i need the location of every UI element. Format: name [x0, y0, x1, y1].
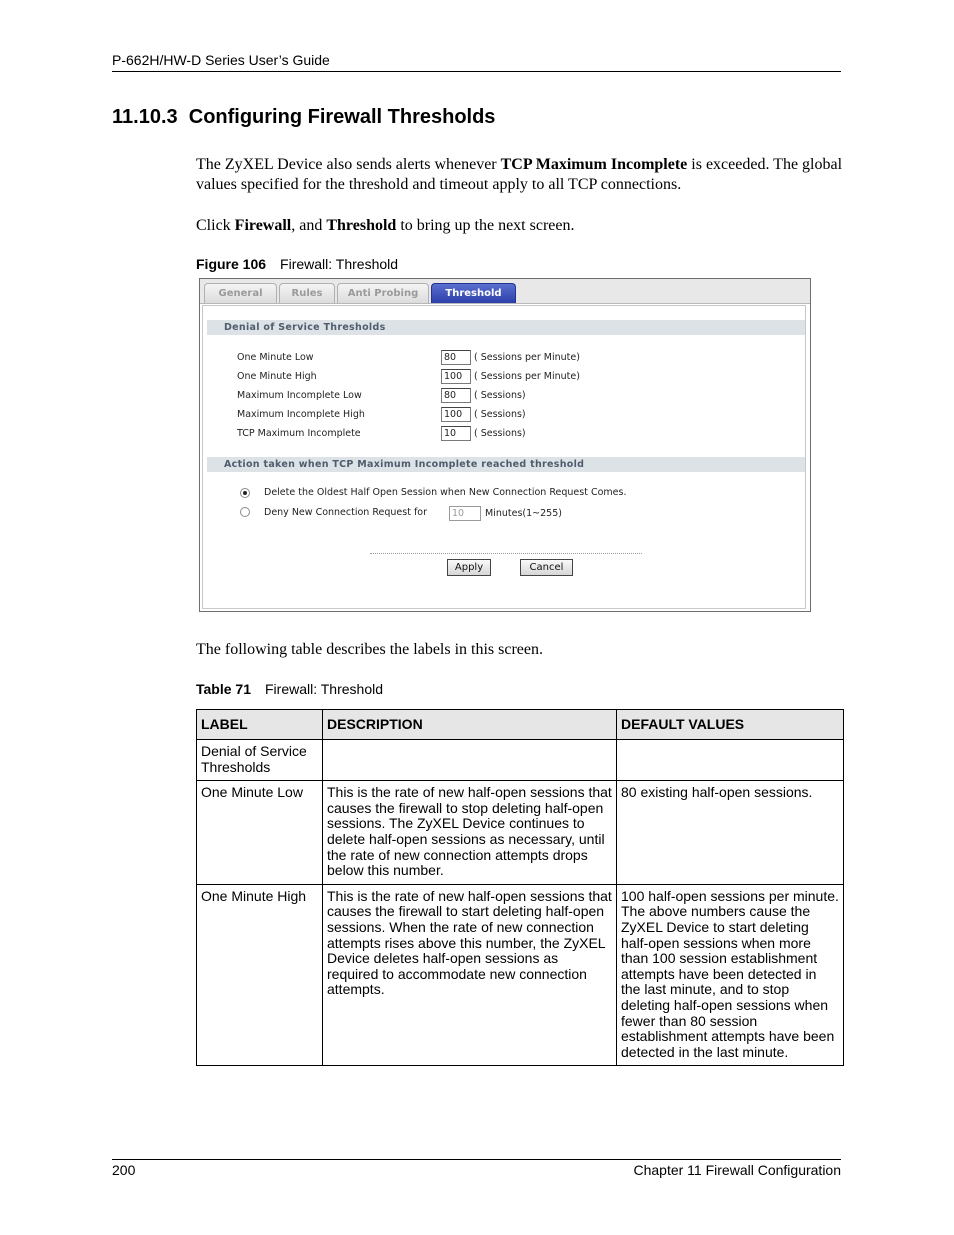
running-header: P-662H/HW-D Series User’s Guide	[112, 52, 330, 68]
max-incomplete-high-unit: ( Sessions)	[474, 409, 526, 420]
row-label: Denial of Service Thresholds	[197, 740, 323, 781]
deny-minutes-input[interactable]: 10	[449, 506, 481, 521]
row-default: 80 existing half-open sessions.	[617, 781, 844, 885]
tab-threshold[interactable]: Threshold	[431, 283, 516, 303]
intro-text-2: is exceeded. The global values specified for the threshold and timeout apply to all TCP connections.	[196, 156, 843, 193]
dos-thresholds-heading: Denial of Service Thresholds	[207, 320, 805, 335]
intro-text-1: The ZyXEL Device also sends alerts whenever	[196, 156, 501, 173]
deny-minutes-unit: Minutes(1~255)	[485, 508, 562, 519]
deny-new-label: Deny New Connection Request for	[264, 507, 428, 518]
max-incomplete-high-input[interactable]: 100	[441, 407, 471, 422]
table-row	[197, 740, 844, 781]
tab-bar	[200, 279, 810, 304]
section-number: 11.10.3	[112, 106, 178, 128]
intro-paragraph	[196, 155, 846, 195]
max-incomplete-high-label: Maximum Incomplete High	[237, 409, 365, 420]
one-minute-low-input[interactable]: 80	[441, 350, 471, 365]
row-label: One Minute High	[197, 884, 323, 1066]
apply-button[interactable]: Apply	[447, 559, 491, 576]
header-label: LABEL	[197, 710, 323, 740]
tcp-max-incomplete-label: TCP Maximum Incomplete	[237, 428, 361, 439]
table-title: Firewall: Threshold	[265, 681, 384, 697]
max-incomplete-low-label: Maximum Incomplete Low	[237, 390, 362, 401]
row-description: This is the rate of new half-open sessions that causes the firewall to start deleting half-open sessions. When the rate of new connection attempts rises above this number, the ZyXEL Device deletes half-open sessions as required to accommodate new connection attempts.	[323, 884, 617, 1066]
deny-new-radio[interactable]	[240, 507, 250, 517]
figure-caption	[196, 256, 398, 272]
row-description	[323, 740, 617, 781]
one-minute-high-input[interactable]: 100	[441, 369, 471, 384]
cancel-button[interactable]: Cancel	[520, 559, 573, 576]
max-incomplete-low-unit: ( Sessions)	[474, 390, 526, 401]
one-minute-high-unit: ( Sessions per Minute)	[474, 371, 580, 382]
row-default	[617, 740, 844, 781]
table-header-row	[197, 710, 844, 740]
figure-title: Firewall: Threshold	[280, 256, 399, 272]
table-row	[197, 884, 844, 1066]
table-label: Table 71	[196, 681, 251, 697]
instruction-paragraph	[196, 216, 574, 236]
footer-rule	[112, 1159, 841, 1160]
row-description: This is the rate of new half-open sessions that causes the firewall to stop deleting half-open sessions. The ZyXEL Device continues to delete half-open sessions as necessary, until the rate of new connection attempts drops below this number.	[323, 781, 617, 885]
table-caption	[196, 681, 383, 697]
header-description: DESCRIPTION	[323, 710, 617, 740]
one-minute-low-unit: ( Sessions per Minute)	[474, 352, 580, 363]
firewall-threshold-screen	[199, 278, 811, 612]
row-default: 100 half-open sessions per minute. The above numbers cause the ZyXEL Device to start deleting half-open sessions when more than 100 session establishment attempts have been detected in the last minute, and to stop deleting half-open sessions when fewer than 80 session establishment attempts have been detected in the last minute.	[617, 884, 844, 1066]
button-divider	[370, 553, 642, 554]
chapter-title: Chapter 11 Firewall Configuration	[633, 1162, 841, 1178]
tab-rules[interactable]: Rules	[279, 283, 335, 303]
page-number: 200	[112, 1162, 136, 1178]
tab-general[interactable]: General	[204, 283, 277, 303]
one-minute-high-label: One Minute High	[237, 371, 317, 382]
instruction-text-1: Click	[196, 217, 235, 234]
table-row	[197, 781, 844, 885]
tcp-max-incomplete-input[interactable]: 10	[441, 426, 471, 441]
instruction-text-3: to bring up the next screen.	[396, 217, 575, 234]
max-incomplete-low-input[interactable]: 80	[441, 388, 471, 403]
delete-oldest-label: Delete the Oldest Half Open Session when New Connection Request Comes.	[264, 487, 627, 498]
instruction-bold-firewall: Firewall	[234, 217, 292, 234]
instruction-text-2: , and	[291, 217, 327, 234]
header-rule	[112, 71, 841, 72]
intro-bold-term: TCP Maximum Incomplete	[500, 156, 688, 173]
instruction-bold-threshold: Threshold	[326, 217, 397, 234]
header-default-values: DEFAULT VALUES	[617, 710, 844, 740]
action-heading: Action taken when TCP Maximum Incomplete reached threshold	[207, 457, 805, 472]
section-title	[112, 106, 495, 129]
tab-anti-probing[interactable]: Anti Probing	[337, 283, 429, 303]
tcp-max-incomplete-unit: ( Sessions)	[474, 428, 526, 439]
figure-label: Figure 106	[196, 256, 267, 272]
row-label: One Minute Low	[197, 781, 323, 885]
one-minute-low-label: One Minute Low	[237, 352, 314, 363]
delete-oldest-radio[interactable]	[240, 488, 250, 498]
threshold-table	[196, 709, 844, 1066]
table-intro-paragraph: The following table describes the labels in this screen.	[196, 641, 544, 658]
section-title-text: Configuring Firewall Thresholds	[188, 106, 496, 128]
